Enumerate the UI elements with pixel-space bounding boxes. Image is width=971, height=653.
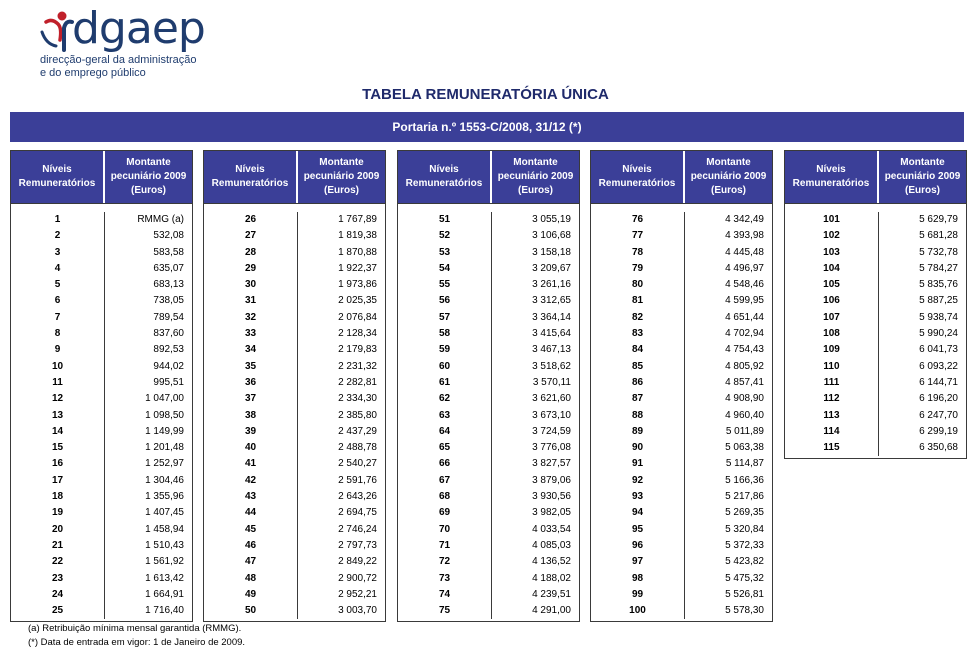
montante-cell: 1 922,37	[338, 262, 377, 274]
montante-cell: 583,58	[153, 246, 184, 258]
montante-cell: 1 458,94	[145, 523, 184, 535]
nivel-cell: 99	[631, 588, 644, 600]
montante-cell: 532,08	[153, 230, 184, 242]
montante-cell: 1 407,45	[145, 507, 184, 519]
montante-cell: 4 908,90	[725, 393, 764, 405]
montante-cell: 4 033,54	[532, 523, 571, 535]
nivel-cell: 16	[51, 458, 64, 470]
header-montante: Montante pecuniário 2009 (Euros)	[105, 151, 192, 203]
nivel-cell: 44	[244, 507, 257, 519]
nivel-cell: 53	[438, 246, 451, 258]
nivel-cell: 61	[438, 376, 451, 388]
nivel-cell: 47	[244, 556, 257, 568]
nivel-cell: 21	[51, 539, 64, 551]
montante-cell: 5 320,84	[725, 523, 764, 535]
nivel-cell: 6	[54, 295, 61, 307]
nivel-cell: 79	[631, 262, 644, 274]
table-body	[785, 203, 966, 458]
montante-cell: 1 304,46	[145, 474, 184, 486]
montante-cell: 5 011,89	[725, 425, 764, 437]
nivel-cell: 65	[438, 442, 451, 454]
montante-cell: 2 179,83	[338, 344, 377, 356]
montante-cell: 4 857,41	[725, 376, 764, 388]
header-niveis: Níveis Remuneratórios	[591, 151, 685, 203]
nivel-cell: 104	[823, 262, 840, 274]
montante-cell: 944,02	[153, 360, 184, 372]
montante-cell: 6 299,19	[919, 425, 958, 437]
nivel-cell: 88	[631, 409, 644, 421]
table-header	[785, 151, 966, 203]
montante-cell: 1 047,00	[145, 393, 184, 405]
nivel-cell: 69	[438, 507, 451, 519]
nivel-cell: 30	[244, 279, 257, 291]
footnote-a: (a) Retribuição mínima mensal garantida (RMMG).	[28, 623, 242, 634]
montante-column	[685, 212, 772, 619]
nivel-cell: 4	[54, 262, 61, 274]
montante-cell: 6 041,73	[919, 344, 958, 356]
nivel-cell: 84	[631, 344, 644, 356]
montante-cell: 1 098,50	[145, 409, 184, 421]
nivel-cell: 66	[438, 458, 451, 470]
montante-cell: 5 526,81	[725, 588, 764, 600]
page-title: TABELA REMUNERATÓRIA ÚNICA	[362, 86, 609, 103]
nivel-cell: 28	[244, 246, 257, 258]
header-montante: Montante pecuniário 2009 (Euros)	[298, 151, 385, 203]
montante-cell: 2 282,81	[338, 376, 377, 388]
montante-cell: 2 849,22	[338, 556, 377, 568]
nivel-cell: 19	[51, 507, 64, 519]
montante-cell: 3 879,06	[532, 474, 571, 486]
nivel-cell: 13	[51, 409, 64, 421]
nivel-cell: 72	[438, 556, 451, 568]
nivel-cell: 97	[631, 556, 644, 568]
nivel-cell: 40	[244, 442, 257, 454]
montante-cell: 1 510,43	[145, 539, 184, 551]
nivel-cell: 60	[438, 360, 451, 372]
header-montante: Montante pecuniário 2009 (Euros)	[879, 151, 966, 203]
montante-cell: 4 651,44	[725, 311, 764, 323]
montante-cell: 1 355,96	[145, 491, 184, 503]
table-body	[398, 203, 579, 621]
montante-cell: 4 188,02	[532, 572, 571, 584]
table-body	[591, 203, 772, 621]
nivel-cell: 86	[631, 376, 644, 388]
nivel-cell: 11	[52, 376, 63, 388]
nivel-cell: 83	[631, 328, 644, 340]
montante-cell: 3 570,11	[532, 376, 571, 388]
nivel-cell: 17	[51, 474, 64, 486]
nivel-cell: 56	[438, 295, 451, 307]
montante-cell: 4 702,94	[725, 328, 764, 340]
montante-cell: 3 312,65	[532, 295, 571, 307]
niveis-column	[591, 212, 685, 619]
nivel-cell: 29	[244, 262, 257, 274]
nivel-cell: 8	[54, 328, 61, 340]
montante-cell: 5 217,86	[725, 491, 764, 503]
nivel-cell: 50	[244, 605, 257, 617]
nivel-cell: 109	[823, 344, 840, 356]
nivel-cell: 101	[823, 214, 840, 225]
nivel-cell: 115	[823, 442, 840, 454]
nivel-cell: 24	[51, 588, 64, 600]
dgaep-logo	[38, 4, 238, 84]
montante-cell: 3 518,62	[532, 360, 571, 372]
montante-cell: 5 269,35	[725, 507, 764, 519]
header-niveis: Níveis Remuneratórios	[11, 151, 105, 203]
logo-subtitle-line2: e do emprego público	[40, 67, 146, 79]
nivel-cell: 105	[823, 279, 840, 291]
montante-cell: 3 930,56	[532, 491, 571, 503]
montante-cell: 3 982,05	[532, 507, 571, 519]
montante-cell: 1 716,40	[145, 605, 184, 617]
montante-cell: 3 415,64	[532, 328, 571, 340]
montante-cell: 5 578,30	[725, 605, 764, 617]
montante-cell: 5 475,32	[725, 572, 764, 584]
montante-cell: 2 900,72	[338, 572, 377, 584]
nivel-cell: 25	[51, 605, 64, 617]
montante-cell: 1 149,99	[145, 425, 184, 437]
montante-cell: 5 835,76	[919, 279, 958, 291]
nivel-cell: 91	[631, 458, 644, 470]
nivel-cell: 77	[631, 230, 644, 242]
nivel-cell: 112	[823, 393, 840, 405]
montante-cell: 5 990,24	[919, 328, 958, 340]
montante-cell: 5 938,74	[919, 311, 958, 323]
logo-subtitle-line1: direcção-geral da administração	[40, 54, 197, 66]
niveis-column	[785, 212, 879, 456]
nivel-cell: 51	[438, 214, 451, 225]
nivel-cell: 36	[244, 376, 257, 388]
montante-cell: 789,54	[153, 311, 184, 323]
nivel-cell: 57	[438, 311, 451, 323]
montante-cell: 3 776,08	[532, 442, 571, 454]
montante-cell: 4 393,98	[725, 230, 764, 242]
nivel-cell: 3	[54, 246, 61, 258]
header-montante: Montante pecuniário 2009 (Euros)	[492, 151, 579, 203]
montante-cell: 2 540,27	[338, 458, 377, 470]
montante-cell: 3 467,13	[532, 344, 571, 356]
logo-subtitle	[40, 54, 197, 80]
montante-cell: 5 629,79	[919, 214, 958, 225]
montante-cell: 2 694,75	[338, 507, 377, 519]
salary-table-5	[784, 150, 967, 459]
nivel-cell: 103	[823, 246, 840, 258]
montante-cell: 5 784,27	[919, 262, 958, 274]
nivel-cell: 58	[438, 328, 451, 340]
niveis-column	[11, 212, 105, 619]
montante-cell: 2 128,34	[338, 328, 377, 340]
montante-cell: 6 350,68	[919, 442, 958, 454]
montante-cell: 4 960,40	[725, 409, 764, 421]
montante-cell: 2 076,84	[338, 311, 377, 323]
nivel-cell: 37	[244, 393, 257, 405]
table-header	[398, 151, 579, 203]
montante-column	[298, 212, 385, 619]
nivel-cell: 67	[438, 474, 451, 486]
montante-cell: 3 055,19	[532, 214, 571, 225]
nivel-cell: 94	[631, 507, 644, 519]
montante-cell: 3 209,67	[532, 262, 571, 274]
nivel-cell: 98	[631, 572, 644, 584]
table-body	[11, 203, 192, 621]
nivel-cell: 10	[51, 360, 64, 372]
montante-cell: 1 819,38	[338, 230, 377, 242]
nivel-cell: 89	[631, 425, 644, 437]
nivel-cell: 90	[631, 442, 644, 454]
montante-cell: 1 201,48	[145, 442, 184, 454]
montante-cell: 4 239,51	[532, 588, 571, 600]
nivel-cell: 64	[438, 425, 451, 437]
montante-cell: 3 621,60	[532, 393, 571, 405]
nivel-cell: 23	[51, 572, 64, 584]
nivel-cell: 49	[244, 588, 257, 600]
montante-column	[105, 212, 192, 619]
portaria-banner	[10, 112, 964, 142]
montante-cell: 2 746,24	[338, 523, 377, 535]
niveis-column	[204, 212, 298, 619]
salary-table-4	[590, 150, 773, 622]
nivel-cell: 15	[51, 442, 64, 454]
montante-cell: 3 673,10	[532, 409, 571, 421]
montante-cell: 5 681,28	[919, 230, 958, 242]
montante-cell: 2 643,26	[338, 491, 377, 503]
nivel-cell: 31	[244, 295, 257, 307]
montante-cell: 892,53	[153, 344, 184, 356]
montante-cell: 5 423,82	[725, 556, 764, 568]
montante-cell: 6 144,71	[919, 376, 958, 388]
montante-cell: RMMG (a)	[137, 214, 184, 225]
salary-table-2	[203, 150, 386, 622]
nivel-cell: 20	[51, 523, 64, 535]
nivel-cell: 35	[244, 360, 257, 372]
nivel-cell: 114	[823, 425, 840, 437]
montante-cell: 1 973,86	[338, 279, 377, 291]
montante-cell: 2 952,21	[338, 588, 377, 600]
montante-cell: 2 231,32	[338, 360, 377, 372]
nivel-cell: 93	[631, 491, 644, 503]
montante-cell: 3 158,18	[532, 246, 571, 258]
montante-cell: 3 724,59	[532, 425, 571, 437]
montante-cell: 3 106,68	[532, 230, 571, 242]
nivel-cell: 75	[438, 605, 451, 617]
montante-cell: 4 136,52	[532, 556, 571, 568]
nivel-cell: 100	[629, 605, 646, 617]
nivel-cell: 71	[438, 539, 451, 551]
montante-cell: 2 797,73	[338, 539, 377, 551]
nivel-cell: 78	[631, 246, 644, 258]
logo-wordmark: dgaep	[72, 3, 205, 54]
montante-cell: 4 342,49	[725, 214, 764, 225]
nivel-cell: 52	[438, 230, 451, 242]
table-header	[591, 151, 772, 203]
nivel-cell: 45	[244, 523, 257, 535]
nivel-cell: 38	[244, 409, 257, 421]
nivel-cell: 27	[244, 230, 257, 242]
montante-cell: 2 591,76	[338, 474, 377, 486]
montante-cell: 4 599,95	[725, 295, 764, 307]
montante-cell: 5 732,78	[919, 246, 958, 258]
montante-cell: 4 548,46	[725, 279, 764, 291]
nivel-cell: 87	[631, 393, 644, 405]
nivel-cell: 39	[244, 425, 257, 437]
nivel-cell: 108	[823, 328, 840, 340]
header-niveis: Níveis Remuneratórios	[785, 151, 879, 203]
nivel-cell: 34	[244, 344, 257, 356]
nivel-cell: 12	[51, 393, 64, 405]
portaria-text: Portaria n.º 1553-C/2008, 31/12 (*)	[392, 120, 582, 134]
nivel-cell: 32	[244, 311, 257, 323]
header-niveis: Níveis Remuneratórios	[204, 151, 298, 203]
montante-cell: 4 445,48	[725, 246, 764, 258]
montante-cell: 2 488,78	[338, 442, 377, 454]
montante-cell: 5 887,25	[919, 295, 958, 307]
montante-cell: 738,05	[153, 295, 184, 307]
montante-cell: 995,51	[153, 376, 184, 388]
nivel-cell: 14	[51, 425, 64, 437]
nivel-cell: 55	[438, 279, 451, 291]
nivel-cell: 54	[438, 262, 451, 274]
nivel-cell: 95	[631, 523, 644, 535]
montante-cell: 837,60	[153, 328, 184, 340]
montante-cell: 3 003,70	[338, 605, 377, 617]
salary-table-1	[10, 150, 193, 622]
montante-cell: 3 261,16	[532, 279, 571, 291]
nivel-cell: 62	[438, 393, 451, 405]
nivel-cell: 107	[823, 311, 840, 323]
nivel-cell: 92	[631, 474, 644, 486]
montante-cell: 5 063,38	[725, 442, 764, 454]
nivel-cell: 111	[823, 376, 840, 388]
table-header	[11, 151, 192, 203]
nivel-cell: 48	[244, 572, 257, 584]
header-montante: Montante pecuniário 2009 (Euros)	[685, 151, 772, 203]
header-niveis: Níveis Remuneratórios	[398, 151, 492, 203]
table-body	[204, 203, 385, 621]
montante-cell: 5 372,33	[725, 539, 764, 551]
nivel-cell: 9	[54, 344, 61, 356]
montante-column	[492, 212, 579, 619]
montante-cell: 2 385,80	[338, 409, 377, 421]
montante-cell: 5 166,36	[725, 474, 764, 486]
montante-cell: 1 664,91	[145, 588, 184, 600]
montante-cell: 2 025,35	[338, 295, 377, 307]
nivel-cell: 63	[438, 409, 451, 421]
montante-cell: 4 496,97	[725, 262, 764, 274]
nivel-cell: 96	[631, 539, 644, 551]
nivel-cell: 82	[631, 311, 644, 323]
montante-cell: 4 085,03	[532, 539, 571, 551]
nivel-cell: 7	[54, 311, 61, 323]
nivel-cell: 73	[438, 572, 451, 584]
montante-cell: 635,07	[153, 262, 184, 274]
nivel-cell: 70	[438, 523, 451, 535]
nivel-cell: 2	[54, 230, 61, 242]
nivel-cell: 22	[51, 556, 64, 568]
montante-cell: 2 437,29	[338, 425, 377, 437]
nivel-cell: 26	[244, 214, 257, 225]
nivel-cell: 76	[631, 214, 644, 225]
nivel-cell: 74	[438, 588, 451, 600]
montante-cell: 3 827,57	[532, 458, 571, 470]
nivel-cell: 46	[244, 539, 257, 551]
montante-cell: 1 252,97	[145, 458, 184, 470]
montante-cell: 6 247,70	[919, 409, 958, 421]
footnote-star: (*) Data de entrada em vigor: 1 de Janeiro de 2009.	[28, 637, 246, 648]
montante-cell: 1 561,92	[145, 556, 184, 568]
montante-cell: 1 613,42	[145, 572, 184, 584]
nivel-cell: 102	[823, 230, 840, 242]
nivel-cell: 42	[244, 474, 257, 486]
nivel-cell: 81	[631, 295, 644, 307]
montante-cell: 4 805,92	[725, 360, 764, 372]
nivel-cell: 41	[244, 458, 257, 470]
table-header	[204, 151, 385, 203]
montante-column	[879, 212, 966, 456]
nivel-cell: 113	[823, 409, 840, 421]
montante-cell: 2 334,30	[338, 393, 377, 405]
montante-cell: 3 364,14	[532, 311, 571, 323]
montante-cell: 5 114,87	[725, 458, 764, 470]
nivel-cell: 1	[54, 214, 61, 225]
nivel-cell: 33	[244, 328, 257, 340]
montante-cell: 683,13	[153, 279, 184, 291]
montante-cell: 1 767,89	[338, 214, 377, 225]
nivel-cell: 43	[244, 491, 257, 503]
montante-cell: 4 754,43	[725, 344, 764, 356]
nivel-cell: 59	[438, 344, 451, 356]
montante-cell: 6 093,22	[919, 360, 958, 372]
nivel-cell: 80	[631, 279, 644, 291]
montante-cell: 1 870,88	[338, 246, 377, 258]
nivel-cell: 110	[823, 360, 840, 372]
nivel-cell: 68	[438, 491, 451, 503]
salary-table-3	[397, 150, 580, 622]
montante-cell: 4 291,00	[532, 605, 571, 617]
niveis-column	[398, 212, 492, 619]
nivel-cell: 106	[823, 295, 840, 307]
footnotes	[28, 622, 245, 650]
nivel-cell: 5	[54, 279, 61, 291]
montante-cell: 6 196,20	[919, 393, 958, 405]
nivel-cell: 85	[631, 360, 644, 372]
nivel-cell: 18	[51, 491, 64, 503]
